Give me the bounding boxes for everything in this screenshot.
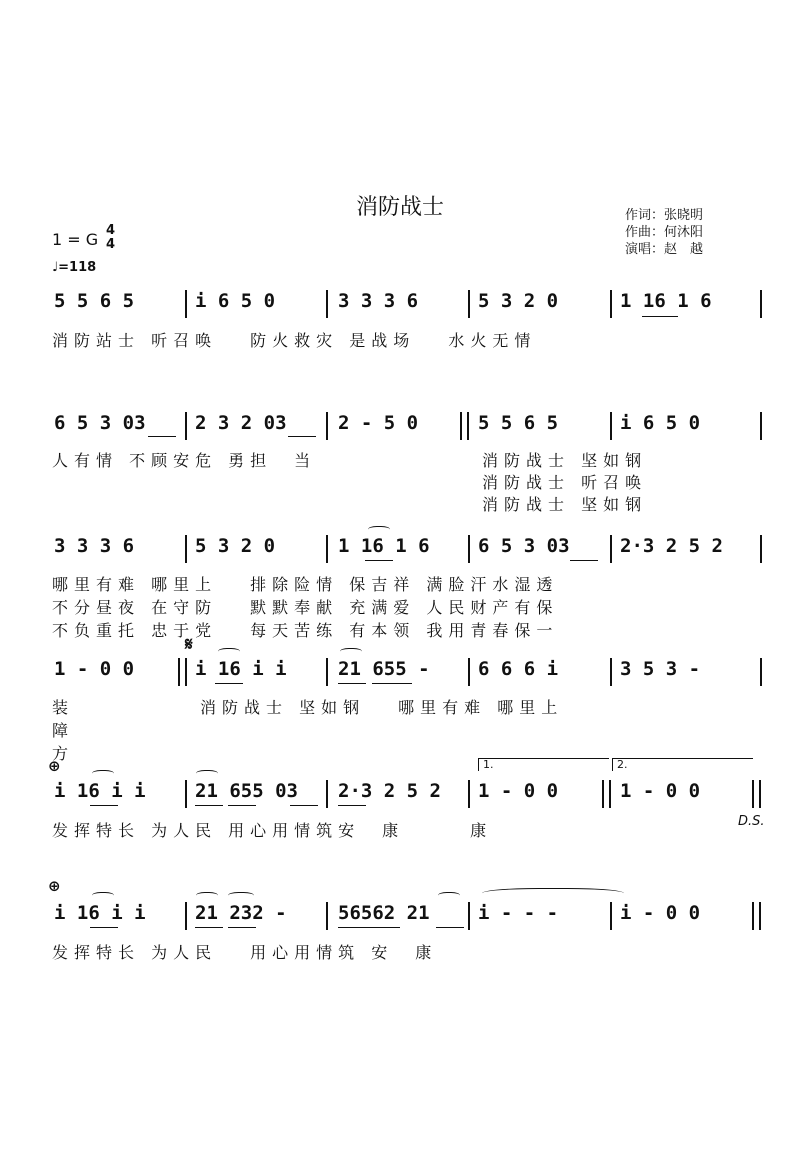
second-ending-label: 2. — [617, 758, 628, 771]
composer-credit: 作曲：何沐阳 — [625, 225, 704, 240]
underline — [570, 560, 598, 561]
lyrics-row-5: 发挥特长 为人民 用心用情筑安 康 康 — [52, 821, 493, 840]
measure: 1 - 0 0 — [478, 780, 559, 802]
lyrics-row-3-verse-2: 不分昼夜 在守防 默默奉献 充满爱 人民财产有保 — [52, 598, 559, 617]
lyric-char: 装 — [52, 698, 75, 717]
score-row-3 — [50, 533, 770, 567]
lyrics-row-3-verse-1: 哪里有难 哪里上 排除险情 保吉祥 满脸汗水湿透 — [52, 575, 559, 594]
barline — [326, 658, 328, 686]
underline — [338, 805, 366, 806]
repeat-start-barline — [460, 412, 469, 440]
slur — [368, 526, 390, 535]
measure: i 6 5 0 — [195, 290, 276, 312]
lyrics-row-2-verse-2: 消防战士 听召唤 — [482, 473, 648, 492]
lyrics-row-2: 人有情 不顾安危 勇担 当 — [52, 451, 317, 470]
barline — [610, 658, 612, 686]
lyric-char: 障 — [52, 721, 75, 740]
measure: 1 - 0 0 — [54, 658, 135, 680]
barline — [760, 535, 762, 563]
credits — [625, 207, 703, 258]
measure: 3 3 3 6 — [338, 290, 419, 312]
underline — [195, 805, 223, 806]
measure: 21 655 - — [338, 658, 430, 680]
barline — [468, 535, 470, 563]
lyrics-row-3-verse-3: 不负重托 忠于党 每天苦练 有本领 我用青春保一 — [52, 621, 559, 640]
song-title: 消防战士 — [355, 195, 444, 220]
measure: i 16 i i — [54, 902, 146, 924]
barline — [326, 290, 328, 318]
first-ending-bracket — [478, 758, 609, 771]
key-signature: 1 = G — [52, 230, 99, 249]
underline — [215, 683, 243, 684]
lyricist-credit: 作词：张晓明 — [625, 208, 704, 223]
slur — [196, 770, 218, 779]
repeat-start-barline — [178, 658, 187, 686]
measure: i - - - — [478, 902, 559, 924]
dal-segno-marking: D.S. — [738, 814, 765, 829]
lyrics-row-2-verse-3: 消防战士 坚如钢 — [482, 495, 648, 514]
barline — [468, 902, 470, 930]
barline — [326, 780, 328, 808]
underline — [148, 436, 176, 437]
score-row-2 — [50, 410, 770, 444]
underline — [338, 683, 366, 684]
barline — [185, 535, 187, 563]
measure: 5 5 6 5 — [478, 412, 559, 434]
underline — [372, 683, 412, 684]
lyrics-row-2-verse-1: 消防战士 坚如钢 — [482, 451, 648, 470]
barline — [326, 535, 328, 563]
measure: 6 6 6 i — [478, 658, 559, 680]
measure: 5 3 2 0 — [195, 535, 276, 557]
underline — [290, 805, 318, 806]
score-row-6 — [50, 900, 770, 934]
time-signature-bottom: 4 — [106, 237, 116, 252]
barline — [185, 902, 187, 930]
barline — [610, 902, 612, 930]
measure: i 6 5 0 — [620, 412, 701, 434]
tempo-marking: ♩=118 — [52, 260, 97, 275]
barline — [468, 780, 470, 808]
barline — [760, 290, 762, 318]
measure: 6 5 3 03 — [478, 535, 570, 557]
lyrics-row-6: 发挥特长 为人民 用心用情筑 安 康 — [52, 943, 438, 962]
tie — [482, 888, 624, 901]
underline — [642, 316, 678, 317]
underline — [436, 927, 464, 928]
measure: 3 5 3 - — [620, 658, 701, 680]
barline — [326, 412, 328, 440]
underline — [288, 436, 316, 437]
slur — [196, 892, 218, 901]
measure: 2·3 2 5 2 — [620, 535, 723, 557]
measure: i 16 i i — [54, 780, 146, 802]
score-row-5 — [50, 778, 770, 812]
measure: 6 5 3 03 — [54, 412, 146, 434]
coda-icon: ⊕ — [48, 757, 61, 775]
measure: 3 3 3 6 — [54, 535, 135, 557]
measure: 2 3 2 03 — [195, 412, 287, 434]
lyrics-row-1: 消防站士 听召唤 防火救灾 是战场 水火无情 — [52, 331, 537, 350]
measure: 2·3 2 5 2 — [338, 780, 441, 802]
barline — [185, 412, 187, 440]
measure: i - 0 0 — [620, 902, 701, 924]
measure: 56562 21 — [338, 902, 430, 924]
first-ending-label: 1. — [483, 758, 494, 771]
score-row-4 — [50, 656, 770, 690]
underline — [228, 805, 256, 806]
measure: 21 232 - — [195, 902, 287, 924]
underline — [365, 560, 393, 561]
measure: 1 16 1 6 — [338, 535, 430, 557]
lyric-char: 方 — [52, 744, 75, 763]
underline — [195, 927, 223, 928]
coda-icon: ⊕ — [48, 877, 61, 895]
lyrics-row-4: 消防战士 坚如钢 哪里有难 哪里上 — [200, 698, 564, 717]
barline — [468, 290, 470, 318]
barline — [185, 780, 187, 808]
underline — [228, 927, 256, 928]
repeat-end-barline — [752, 780, 761, 808]
singer-credit: 演唱：赵 越 — [625, 242, 704, 257]
measure: 1 - 0 0 — [620, 780, 701, 802]
underline — [338, 927, 400, 928]
measure: 5 5 6 5 — [54, 290, 135, 312]
measure: 2 - 5 0 — [338, 412, 419, 434]
slur — [92, 892, 114, 901]
slur — [92, 770, 114, 779]
barline — [610, 535, 612, 563]
underline — [90, 927, 118, 928]
barline — [185, 290, 187, 318]
barline — [610, 290, 612, 318]
slur — [218, 648, 240, 657]
measure: 5 3 2 0 — [478, 290, 559, 312]
barline — [760, 412, 762, 440]
time-signature-top: 4 — [106, 223, 116, 238]
measure: 1 16 1 6 — [620, 290, 712, 312]
underline — [90, 805, 118, 806]
barline — [610, 412, 612, 440]
barline — [468, 658, 470, 686]
barline — [326, 902, 328, 930]
segno-icon: 𝄋 — [185, 634, 193, 655]
time-signature — [106, 224, 115, 252]
repeat-end-barline — [602, 780, 611, 808]
measure: 21 655 03 — [195, 780, 298, 802]
slur — [228, 892, 254, 901]
slur — [438, 892, 460, 901]
slur — [340, 648, 362, 657]
barline — [760, 658, 762, 686]
final-barline — [752, 902, 761, 930]
second-ending-bracket — [612, 758, 753, 771]
measure: i 16 i i — [195, 658, 287, 680]
